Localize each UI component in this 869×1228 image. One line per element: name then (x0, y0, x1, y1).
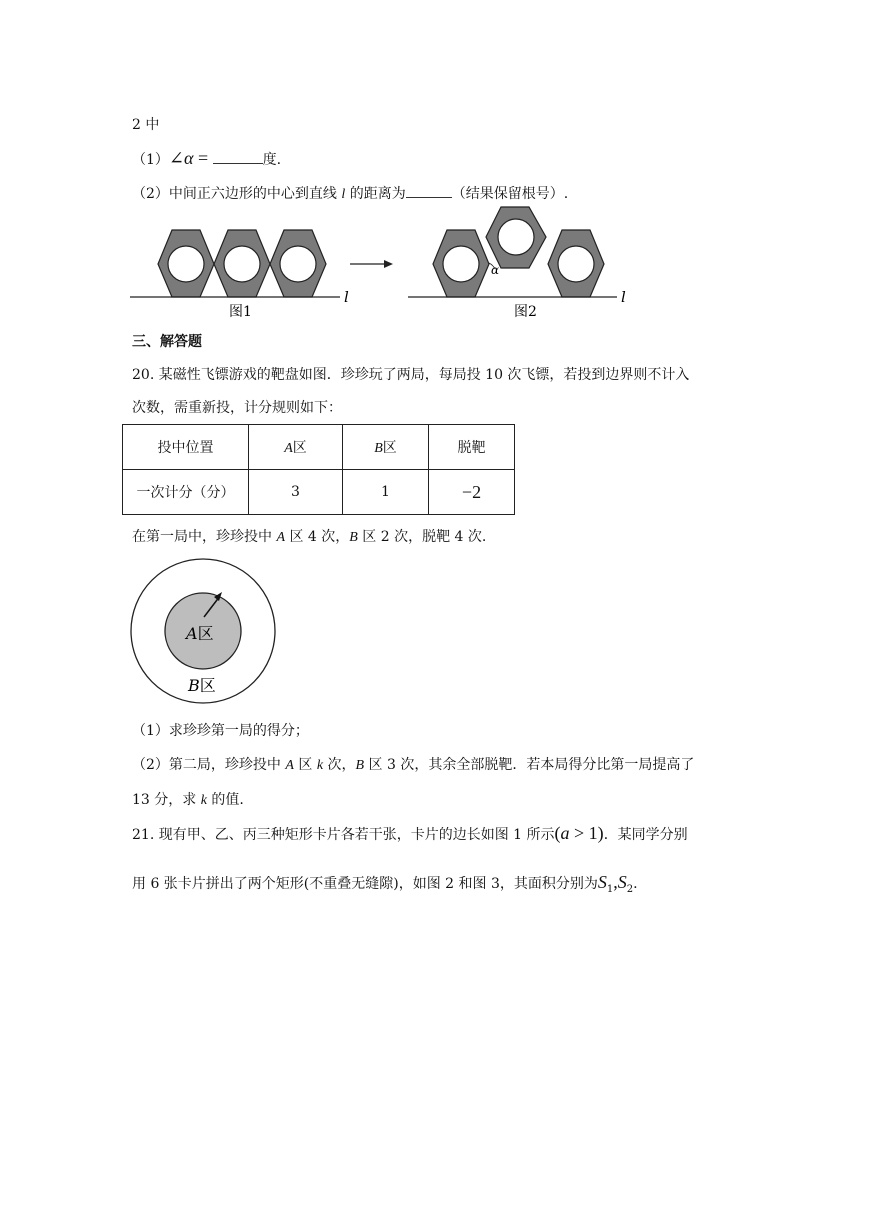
arrow-icon (350, 260, 393, 268)
zone-b-label: B区 (188, 676, 216, 695)
table-row (123, 470, 515, 515)
hexagon-figures (125, 205, 645, 325)
zone-a-label: A区 (186, 624, 214, 643)
table-row-label: 一次计分（分） (123, 470, 249, 515)
dartboard-figure (128, 553, 278, 708)
table-cell-miss: −2 (429, 470, 515, 515)
answer-blank-1[interactable] (213, 151, 263, 164)
figure-2 (408, 207, 626, 320)
section-title: 三、解答题 (132, 334, 202, 350)
fig1-label: 图1 (229, 304, 252, 320)
table-header-a: A区 (249, 425, 343, 470)
q20-first-round: 在第一局中，珍珍投中 A 区 4 次，B 区 2 次，脱靶 4 次. (132, 529, 487, 545)
line-label-2: l (621, 288, 626, 306)
q20-part2-line1: （2）第二局，珍珍投中 A 区 k 次，B 区 3 次，其余全部脱靶．若本局得分比第一局提高了 (132, 757, 695, 773)
figure-1 (130, 230, 349, 320)
table-cell-b: 1 (343, 470, 429, 515)
q20-text-line1: 20. 某磁性飞镖游戏的靶盘如图．珍珍玩了两局，每局投 10 次飞镖，若投到边界则不计入 (132, 367, 690, 383)
table-header-b: B区 (343, 425, 429, 470)
line-label-1: l (344, 288, 349, 306)
q19-part1: （1）∠α = 度. (132, 148, 282, 168)
q21-line1: 21. 现有甲、乙、丙三种矩形卡片各若干张，卡片的边长如图 1 所示(a > 1)．某同学分别 (132, 823, 688, 843)
q20-part1: （1）求珍珍第一局的得分； (132, 723, 309, 739)
table-row (123, 425, 515, 470)
answer-blank-2[interactable] (406, 185, 452, 198)
scoring-table (122, 424, 515, 515)
table-header-miss: 脱靶 (429, 425, 515, 470)
angle-alpha-label: α (491, 263, 500, 277)
q20-part2-line2: 13 分，求 k 的值. (132, 792, 244, 808)
q19-continuation: 2 中 (132, 117, 160, 133)
q21-line2: 用 6 张卡片拼出了两个矩形(不重叠无缝隙)，如图 2 和图 3，其面积分别为$S_1,S_2$. (132, 872, 638, 895)
q20-text-line2: 次数，需重新投，计分规则如下： (132, 400, 342, 416)
q19-part2: （2）中间正六边形的中心到直线 l 的距离为 （结果保留根号）. (132, 186, 569, 202)
table-cell-a: 3 (249, 470, 343, 515)
table-header-position: 投中位置 (123, 425, 249, 470)
fig2-label: 图2 (514, 304, 537, 320)
